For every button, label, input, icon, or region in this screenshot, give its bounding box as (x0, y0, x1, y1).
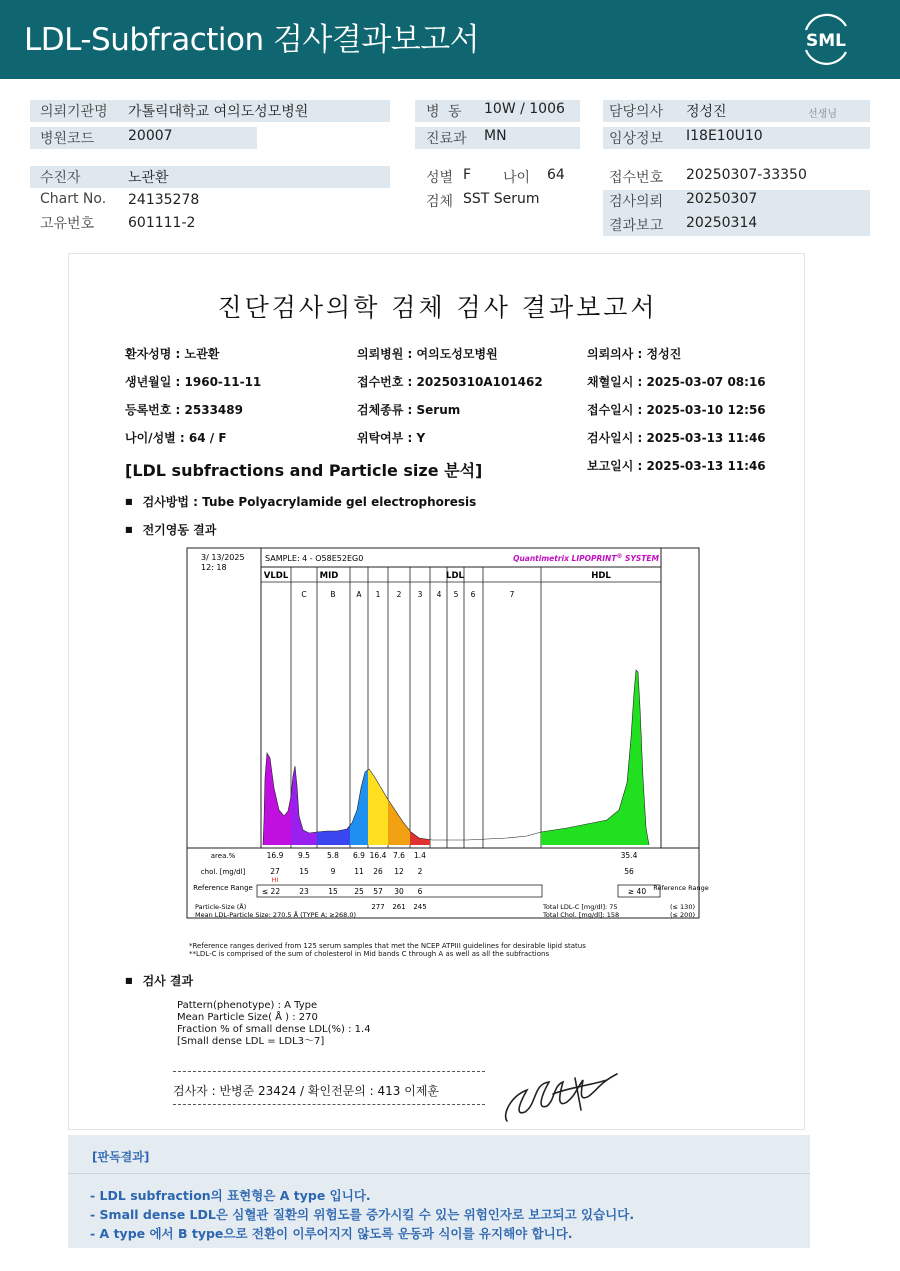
sex-label: 성별 (426, 170, 454, 186)
report-age-sex: 나이/성별 : 64 / F (125, 431, 227, 445)
report-hospital: 의뢰병원 : 여의도성모병원 (357, 347, 498, 361)
result-line: Fraction % of small dense LDL(%) : 1.4 (177, 1024, 371, 1035)
ref-range-value: ≥ 40 (627, 887, 647, 896)
chart-sample: SAMPLE: 4 - O58E52EG0 (265, 554, 364, 563)
area-value: 16.9 (266, 851, 284, 860)
ref-range-value: 23 (299, 887, 309, 896)
row-label-ref-right: Reference Range (653, 884, 709, 892)
divider-line (173, 1071, 485, 1072)
receipt-value: 20250307-33350 (686, 167, 807, 183)
area-value: 16.4 (369, 851, 387, 860)
chart-no-value: 24135278 (128, 192, 200, 208)
total-chol-ref: (≤ 200) (670, 911, 695, 919)
report-date-label: 결과보고 (609, 218, 664, 234)
electro-head: ■ 전기영동 결과 (125, 521, 216, 538)
chart-no-label: Chart No. (40, 191, 107, 207)
report-draw-time: 채혈일시 : 2025-03-07 08:16 (587, 375, 766, 389)
section-title: [LDL subfractions and Particle size 분석] (125, 461, 483, 480)
total-ldl: Total LDL-C [mg/dl]: 75 (543, 903, 618, 911)
chol-value: 11 (354, 867, 364, 876)
chol-value: 2 (417, 867, 423, 876)
area-value: 7.6 (393, 851, 405, 860)
hospital-label: 의뢰기관명 (40, 104, 108, 120)
particle-size-value: 245 (413, 903, 427, 911)
note-1: *Reference ranges derived from 125 serum samples that met the NCEP ATPIII guidelines for desirable lipid status (189, 942, 586, 950)
total-chol: Total Chol. [mg/dl]: 158 (543, 911, 620, 919)
doctor-label: 담당의사 (609, 104, 664, 120)
chol-value: 9 (330, 867, 336, 876)
signature-mark (497, 1066, 622, 1126)
request-label: 검사의뢰 (609, 194, 664, 210)
uid-label: 고유번호 (40, 216, 95, 232)
chart-date: 3/ 13/2025 (201, 553, 245, 562)
area-value: 9.5 (298, 851, 310, 860)
ref-range-value: ≤ 22 (261, 887, 281, 896)
chart-time: 12: 18 (201, 563, 227, 572)
chol-value: 26 (373, 867, 383, 876)
group-label: LDL (446, 571, 464, 581)
area-value: 1.4 (414, 851, 426, 860)
report-doctor: 의뢰의사 : 정성진 (587, 347, 682, 361)
band-label: C (301, 590, 307, 599)
report-received: 접수일시 : 2025-03-10 12:56 (587, 403, 766, 417)
interpretation-line: - LDL subfraction의 표현형은 A type 입니다. (90, 1188, 371, 1203)
report-title: 진단검사의학 검체 검사 결과보고서 (217, 293, 658, 322)
report-tested: 검사일시 : 2025-03-13 11:46 (587, 431, 766, 445)
lab-report (68, 253, 805, 1130)
band-label: 3 (417, 590, 423, 599)
report-receipt: 접수번호 : 20250310A101462 (357, 375, 543, 389)
report-specimen: 검체종류 : Serum (357, 403, 461, 417)
result-line: Pattern(phenotype) : A Type (177, 1000, 318, 1011)
info-row-shade (30, 166, 390, 188)
ref-range-value: 6 (417, 887, 423, 896)
interpretation-line: - Small dense LDL은 심혈관 질환의 위험도를 증가시킬 수 있는 위험인자로 보고되고 있습니다. (90, 1207, 635, 1222)
group-label: MID (319, 571, 339, 581)
chol-value: 56 (624, 867, 634, 876)
page-title: LDL-Subfraction 검사결과보고서 (24, 22, 480, 58)
interpretation-line: - A type 에서 B type으로 전환이 이루어지지 않도록 운동과 식이를 유지해야 합니다. (90, 1226, 573, 1241)
divider-line (173, 1104, 485, 1105)
chol-value: 12 (394, 867, 404, 876)
ref-range-value: 30 (394, 887, 404, 896)
request-value: 20250307 (686, 191, 758, 207)
result-line: Mean Particle Size( Å ) : 270 (177, 1012, 318, 1023)
band-label: 2 (396, 590, 402, 599)
receipt-label: 접수번호 (609, 170, 664, 186)
area-value: 35.4 (620, 851, 638, 860)
report-outsourced: 위탁여부 : Y (357, 431, 426, 445)
band-label: 1 (375, 590, 381, 599)
ref-range-value: 57 (373, 887, 383, 896)
hospcode-label: 병원코드 (40, 131, 95, 147)
row-label-area: area.% (210, 852, 236, 860)
report-date-value: 20250314 (686, 215, 758, 231)
interpretation-divider (68, 1173, 810, 1174)
band-label: B (330, 590, 336, 599)
chol-value: 27 (270, 867, 280, 876)
hospcode-value: 20007 (128, 128, 173, 144)
signer-line: 검사자 : 반병준 23424 / 확인전문의 : 413 이제훈 (173, 1084, 440, 1098)
ref-range-value: 15 (328, 887, 338, 896)
ref-range-value: 25 (354, 887, 364, 896)
group-label: HDL (591, 571, 611, 581)
dept-label: 진료과 (426, 131, 467, 147)
header-banner (0, 0, 900, 79)
clinical-value: I18E10U10 (686, 128, 763, 144)
particle-size-value: 261 (392, 903, 406, 911)
report-name: 환자성명 : 노관환 (125, 347, 220, 361)
band-label: 4 (436, 590, 442, 599)
chart-brand: Quantimetrix LIPOPRINT® SYSTEM (513, 553, 659, 563)
interpretation-panel (68, 1135, 810, 1248)
clinical-label: 임상정보 (609, 131, 664, 147)
note-2: **LDL-C is comprised of the sum of cholesterol in Mid bands C through A as well as all the subfractions (189, 950, 550, 958)
row-label-size: Particle-Size (Å) (195, 903, 247, 911)
doctor-suffix: 선생님 (808, 109, 837, 120)
sex-value: F (463, 167, 472, 183)
result-block (177, 1000, 371, 1048)
chol-flag: HI (271, 876, 279, 884)
result-head: ■ 검사 결과 (125, 972, 193, 989)
result-line: [Small dense LDL = LDL3～7] (177, 1036, 325, 1047)
area-value: 5.8 (327, 851, 339, 860)
report-reg: 등록번호 : 2533489 (125, 403, 243, 417)
band-label: 5 (453, 590, 459, 599)
patient-value: 노관환 (128, 170, 169, 186)
method-line: ■ 검사방법 : Tube Polyacrylamide gel electrophoresis (125, 493, 476, 510)
group-label: VLDL (263, 571, 289, 581)
particle-size-value: 277 (371, 903, 385, 911)
area-value: 6.9 (353, 851, 365, 860)
interpretation-head: [판독결과] (92, 1150, 150, 1164)
band-label: 7 (509, 590, 515, 599)
hospital-value: 가톨릭대학교 여의도성모병원 (128, 104, 309, 120)
logo-text: SML (806, 31, 846, 51)
ward-label: 병 동 (426, 104, 464, 120)
report-dob: 생년월일 : 1960-11-11 (125, 375, 262, 389)
electrophoresis-chart (187, 548, 709, 919)
report-reported: 보고일시 : 2025-03-13 11:46 (587, 459, 766, 473)
specimen-value: SST Serum (463, 191, 540, 207)
band-label: A (356, 590, 362, 599)
uid-value: 601111-2 (128, 215, 196, 231)
doctor-value: 정성진 (686, 104, 727, 120)
ward-value: 10W / 1006 (484, 101, 565, 117)
specimen-label: 검체 (426, 194, 454, 210)
sml-logo-icon (798, 12, 854, 66)
row-label-ref: Reference Range (193, 884, 253, 892)
patient-label: 수진자 (40, 170, 81, 186)
total-ldl-ref: (≤ 130) (670, 903, 695, 911)
dept-value: MN (484, 128, 507, 144)
age-value: 64 (547, 167, 565, 183)
band-label: 6 (470, 590, 476, 599)
mean-particle-size: Mean LDL-Particle Size: 270.5 Å (TYPE A; ≥268.0) (195, 911, 356, 919)
row-label-chol: chol. [mg/dl] (200, 868, 246, 876)
age-label: 나이 (503, 170, 531, 186)
chol-value: 15 (299, 867, 309, 876)
